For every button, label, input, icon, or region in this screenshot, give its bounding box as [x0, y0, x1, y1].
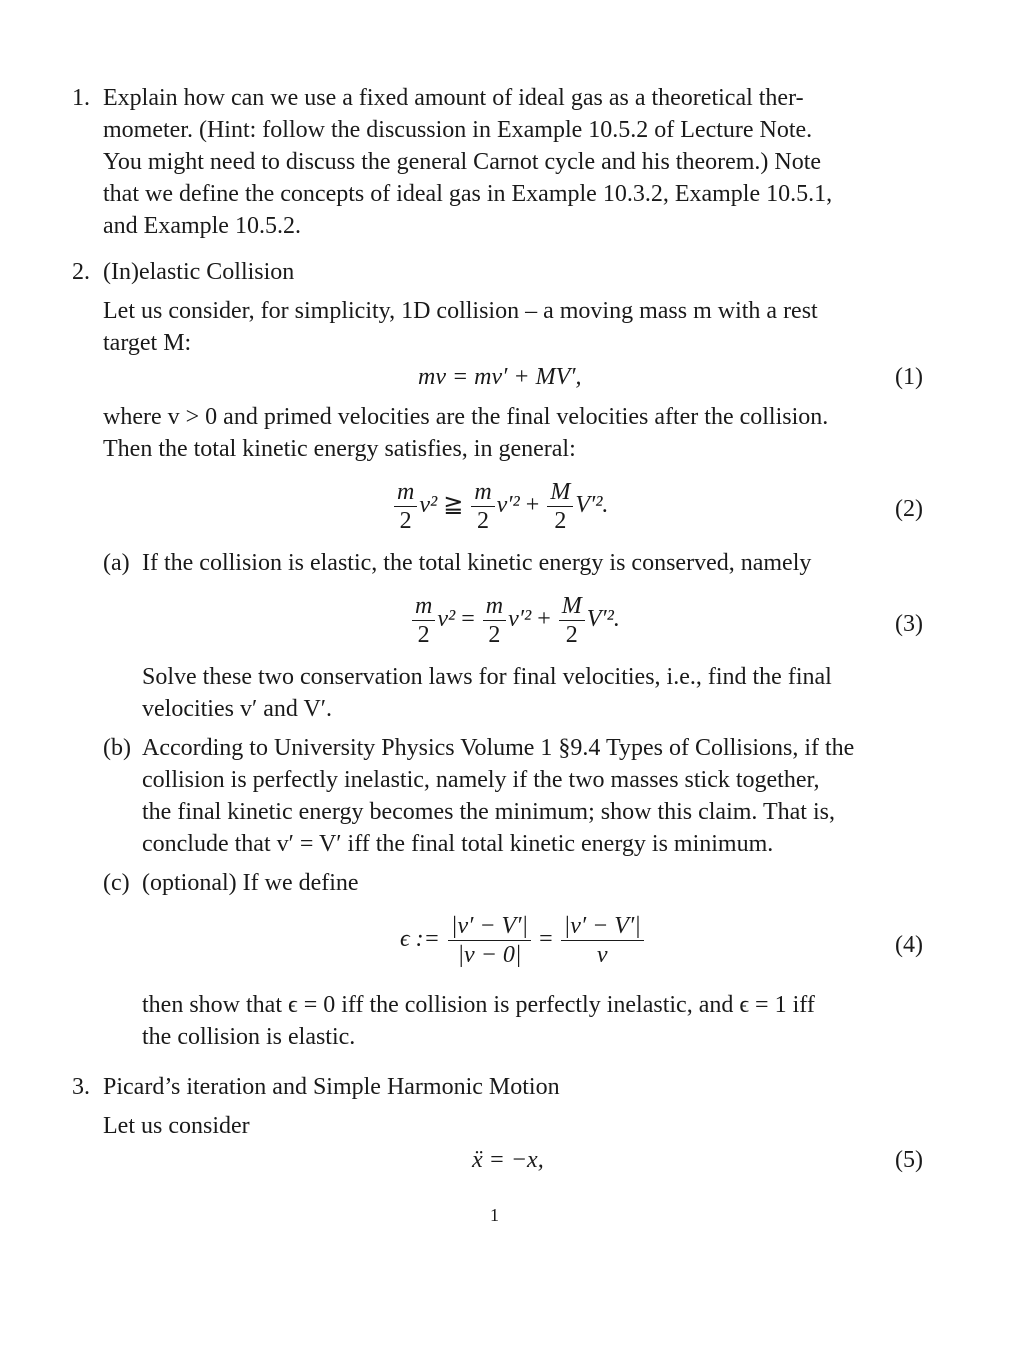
eq2-frac3-den: 2 — [554, 508, 567, 534]
subitem-a-label: (a) — [103, 550, 130, 576]
item2-after-eq1-1: where v > 0 and primed velocities are the final velocities after the collision. — [103, 404, 829, 430]
equation-1: mv = mv′ + MV′, — [418, 364, 582, 390]
eq3-frac2-num: m — [483, 592, 506, 621]
eq2-frac1-num: m — [394, 478, 417, 507]
eq3-Vp2: V′². — [586, 606, 620, 633]
eq3-frac1-den: 2 — [417, 622, 430, 648]
subitem-c-after-1: then show that ϵ = 0 iff the collision is perfectly inelastic, and ϵ = 1 iff — [142, 992, 815, 1018]
eq3-frac3-num: M — [559, 592, 585, 621]
eq2-frac2-den: 2 — [476, 508, 489, 534]
eq3-frac3-den: 2 — [565, 622, 578, 648]
equation-5-number: (5) — [895, 1147, 923, 1173]
subitem-a-after-2: velocities v′ and V′. — [142, 696, 333, 722]
subitem-c-after-2: the collision is elastic. — [142, 1024, 356, 1050]
equation-3-number: (3) — [895, 611, 923, 637]
item1-line-4: that we define the concepts of ideal gas in Example 10.3.2, Example 10.5.1, — [103, 181, 833, 207]
eq3-frac1-num: m — [412, 592, 435, 621]
subitem-a-after-1: Solve these two conservation laws for final velocities, i.e., find the final — [142, 664, 832, 690]
eq4-eps-def: ϵ := — [400, 926, 440, 953]
eq4-frac1-num: |v′ − V′| — [448, 912, 531, 941]
eq3-equals: = — [461, 606, 475, 633]
eq4-frac1-den: |v − 0| — [457, 942, 522, 968]
equation-1-number: (1) — [895, 364, 923, 390]
subitem-c-label: (c) — [103, 870, 130, 896]
item1-line-3: You might need to discuss the general Carnot cycle and his theorem.) Note — [103, 149, 822, 175]
item2-title: (In)elastic Collision — [103, 259, 295, 285]
item3-number: 3. — [72, 1074, 90, 1100]
subitem-b-line-1: According to University Physics Volume 1 §9.4 Types of Collisions, if the — [142, 735, 855, 761]
equation-4 — [400, 912, 646, 969]
equation-4-number: (4) — [895, 932, 923, 958]
eq3-vp2: v′² — [508, 606, 532, 633]
page-number: 1 — [490, 1205, 499, 1225]
eq2-Vp2: V′². — [575, 492, 609, 519]
item1-number: 1. — [72, 85, 90, 111]
item3-intro: Let us consider — [103, 1113, 250, 1139]
eq2-frac2-num: m — [471, 478, 494, 507]
subitem-b-line-4: conclude that v′ = V′ iff the final total kinetic energy is minimum. — [142, 831, 774, 857]
item2-after-eq1-2: Then the total kinetic energy satisfies, in general: — [103, 436, 576, 462]
eq2-v2: v² — [419, 492, 438, 519]
eq2-plus: + — [525, 492, 540, 519]
item3-title: Picard’s iteration and Simple Harmonic Motion — [103, 1074, 560, 1100]
subitem-b-line-3: the final kinetic energy becomes the minimum; show this claim. That is, — [142, 799, 835, 825]
eq4-frac2-den: v — [596, 942, 608, 968]
eq2-geq: ≧ — [443, 492, 464, 519]
item1-line-5: and Example 10.5.2. — [103, 213, 301, 239]
subitem-b-label: (b) — [103, 735, 131, 761]
equation-2 — [392, 478, 608, 535]
subitem-b-line-2: collision is perfectly inelastic, namely if the two masses stick together, — [142, 767, 820, 793]
eq3-frac2-den: 2 — [488, 622, 501, 648]
equation-2-number: (2) — [895, 496, 923, 522]
subitem-a-line: If the collision is elastic, the total kinetic energy is conserved, namely — [142, 550, 812, 576]
eq2-vp2: v′² — [496, 492, 520, 519]
item1-line-1: Explain how can we use a fixed amount of ideal gas as a theoretical ther- — [103, 85, 804, 111]
item1-line-2: mometer. (Hint: follow the discussion in Example 10.5.2 of Lecture Note. — [103, 117, 813, 143]
eq4-equals: = — [539, 926, 553, 953]
eq3-plus: + — [537, 606, 551, 633]
item2-intro-2: target M: — [103, 330, 192, 356]
eq3-v2: v² — [437, 606, 456, 633]
eq4-frac2-num: |v′ − V′| — [561, 912, 644, 941]
equation-5: ẍ = −x, — [472, 1147, 544, 1173]
equation-3 — [410, 592, 620, 649]
eq2-frac3-num: M — [547, 478, 573, 507]
item2-number: 2. — [72, 259, 90, 285]
item2-intro-1: Let us consider, for simplicity, 1D collision – a moving mass m with a rest — [103, 298, 818, 324]
eq2-frac1-den: 2 — [399, 508, 412, 534]
subitem-c-line: (optional) If we define — [142, 870, 359, 896]
